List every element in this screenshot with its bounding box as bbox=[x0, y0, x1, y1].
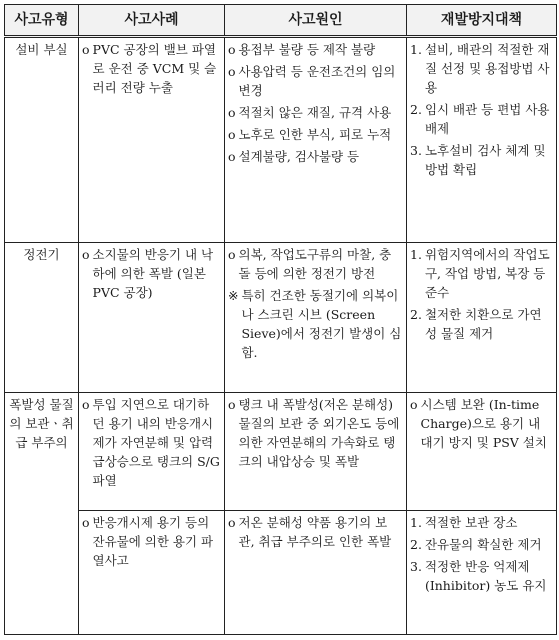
list-item bbox=[228, 245, 403, 283]
header-row bbox=[5, 5, 557, 37]
bullet-marker: o bbox=[228, 127, 236, 142]
case-cell bbox=[79, 393, 225, 511]
header-measures: 재발방지대책 bbox=[407, 5, 557, 37]
measure-cell bbox=[407, 511, 557, 635]
bullet-marker: o bbox=[228, 247, 236, 262]
accident-type-cell: 폭발성 물질의 보관ㆍ취급 부주의 bbox=[5, 393, 79, 635]
item-text: 임시 배관 등 편법 사용 배제 bbox=[424, 102, 550, 136]
item-text: 의복, 작업도구류의 마찰, 충돌 등에 의한 정전기 방전 bbox=[238, 247, 392, 281]
bullet-marker: o bbox=[82, 42, 90, 57]
table-row bbox=[5, 37, 557, 243]
cause-cell bbox=[225, 393, 407, 511]
accident-type-cell: 설비 부실 bbox=[5, 37, 79, 243]
table-row bbox=[5, 243, 557, 393]
list-item bbox=[410, 395, 553, 452]
measure-cell bbox=[407, 243, 557, 393]
bullet-marker: o bbox=[82, 397, 90, 412]
list-item bbox=[228, 147, 403, 166]
bullet-marker: o bbox=[82, 515, 90, 530]
bullet-marker: o bbox=[228, 105, 236, 120]
item-text: 적절치 않은 재질, 규격 사용 bbox=[238, 105, 392, 120]
number-marker: 2. bbox=[410, 537, 422, 552]
note-marker: ※ bbox=[228, 288, 239, 303]
list-item bbox=[410, 40, 553, 97]
item-text: 철저한 치환으로 가연성 물질 제거 bbox=[424, 307, 542, 341]
item-text: 위험지역에서의 작업도구, 작업 방법, 복장 등 준수 bbox=[424, 247, 550, 300]
cause-cell bbox=[225, 511, 407, 635]
item-text: 설계불량, 검사불량 등 bbox=[238, 149, 360, 164]
list-item bbox=[228, 62, 403, 100]
list-item bbox=[410, 513, 553, 532]
list-item bbox=[410, 557, 553, 595]
item-text: PVC 공장의 밸브 파열로 운전 중 VCM 및 슬러리 전량 누출 bbox=[92, 42, 217, 95]
item-text: 잔유물의 확실한 제거 bbox=[424, 537, 542, 552]
number-marker: 1. bbox=[410, 515, 422, 530]
number-marker: 2. bbox=[410, 102, 422, 117]
item-text: 사용압력 등 운전조건의 임의 변경 bbox=[238, 64, 396, 98]
item-text: 적절한 보관 장소 bbox=[424, 515, 518, 530]
header-type: 사고유형 bbox=[5, 5, 79, 37]
number-marker: 1. bbox=[410, 247, 422, 262]
bullet-marker: o bbox=[82, 247, 90, 262]
case-cell bbox=[79, 243, 225, 393]
list-item bbox=[82, 513, 221, 570]
list-item bbox=[82, 40, 221, 97]
item-text: 노후로 인한 부식, 피로 누적 bbox=[238, 127, 392, 142]
item-text: 시스템 보완 (In-time Charge)으로 용기 내 대기 방지 및 PSV 설치 bbox=[420, 397, 547, 450]
item-text: 용접부 불량 등 제작 불량 bbox=[238, 42, 376, 57]
list-item bbox=[410, 141, 553, 179]
case-cell bbox=[79, 511, 225, 635]
bullet-marker: o bbox=[228, 42, 236, 57]
item-text: 반응개시제 용기 등의 잔유물에 의한 용기 파열사고 bbox=[92, 515, 214, 568]
list-item bbox=[410, 100, 553, 138]
list-item bbox=[410, 305, 553, 343]
accident-table bbox=[4, 4, 557, 635]
list-item bbox=[410, 535, 553, 554]
item-text: 저온 분해성 약품 용기의 보관, 취급 부주의로 인한 폭발 bbox=[238, 515, 392, 549]
header-cases: 사고사례 bbox=[79, 5, 225, 37]
measure-cell bbox=[407, 393, 557, 511]
list-item bbox=[228, 395, 403, 471]
accident-type-cell: 정전기 bbox=[5, 243, 79, 393]
bullet-marker: o bbox=[228, 149, 236, 164]
number-marker: 1. bbox=[410, 42, 422, 57]
bullet-marker: o bbox=[410, 397, 418, 412]
note-item bbox=[228, 286, 403, 362]
header-causes: 사고원인 bbox=[225, 5, 407, 37]
cause-cell bbox=[225, 37, 407, 243]
cause-cell bbox=[225, 243, 407, 393]
table-row bbox=[5, 511, 557, 635]
item-text: 소지물의 반응기 내 낙하에 의한 폭발 (일본 PVC 공장) bbox=[92, 247, 214, 300]
bullet-marker: o bbox=[228, 397, 236, 412]
bullet-marker: o bbox=[228, 64, 236, 79]
list-item bbox=[228, 513, 403, 551]
measure-cell bbox=[407, 37, 557, 243]
item-text: 탱크 내 폭발성(저온 분해성) 물질의 보관 중 외기온도 등에 의한 자연분해의 가속화로 탱크의 내압상승 및 폭발 bbox=[238, 397, 400, 469]
item-text: 투입 지연으로 대기하던 용기 내의 반응개시제가 자연분해 및 압력 급상승으로 탱크의 S/G 파열 bbox=[92, 397, 220, 488]
note-text: 특히 건조한 동절기에 의복이나 스크린 시브 (Screen Sieve)에서 정전기 발생이 심함. bbox=[241, 288, 402, 360]
item-text: 적정한 반응 억제제(Inhibitor) 농도 유지 bbox=[424, 559, 547, 593]
list-item bbox=[82, 245, 221, 302]
list-item bbox=[410, 245, 553, 302]
list-item bbox=[82, 395, 221, 490]
list-item bbox=[228, 40, 403, 59]
number-marker: 3. bbox=[410, 143, 422, 158]
bullet-marker: o bbox=[228, 515, 236, 530]
list-item bbox=[228, 125, 403, 144]
list-item bbox=[228, 103, 403, 122]
case-cell bbox=[79, 37, 225, 243]
item-text: 설비, 배관의 적절한 재질 선정 및 용접방법 사용 bbox=[424, 42, 550, 95]
table-row bbox=[5, 393, 557, 511]
number-marker: 2. bbox=[410, 307, 422, 322]
item-text: 노후설비 검사 체계 및 방법 확립 bbox=[424, 143, 546, 177]
number-marker: 3. bbox=[410, 559, 422, 574]
